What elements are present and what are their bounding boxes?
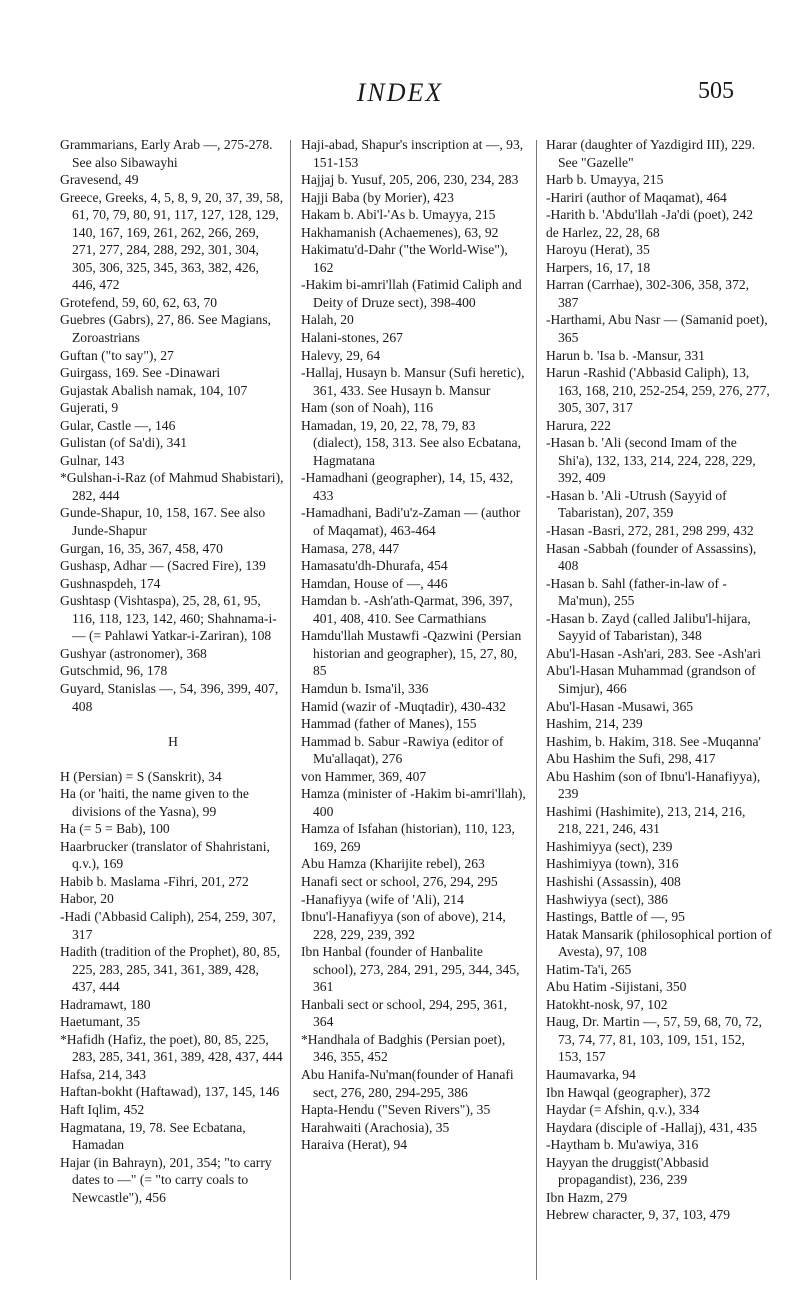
index-entry: Haydara (disciple of -Hallaj), 431, 435 — [546, 1119, 758, 1135]
index-entry: Guirgass, 169. See -Dinawari — [60, 365, 221, 381]
index-entry: Haji-abad, Shapur's inscription at —, 93, 151-153 — [301, 137, 524, 170]
index-entry: -Hadi ('Abbasid Caliph), 254, 259, 307, 317 — [60, 908, 276, 942]
index-entry: Hakimatu'd-Dahr ("the World-Wise"), 162 — [301, 242, 508, 275]
index-entry: Gunde-Shapur, 10, 158, 167. See also Junde-Shapur — [60, 505, 266, 539]
index-entry: Harun b. 'Isa b. -Mansur, 331 — [546, 347, 705, 363]
index-entry: Abu'l-Hasan -Ash'ari, 283. See -Ash'ari — [546, 645, 761, 661]
index-entry: Haft Iqlim, 452 — [60, 1101, 145, 1117]
index-entry: Harahwaiti (Arachosia), 35 — [301, 1119, 450, 1135]
index-entry: Gujastak Abalish namak, 104, 107 — [60, 382, 248, 398]
index-entry: Hamdan, House of —, 446 — [301, 575, 448, 591]
index-entry: Gravesend, 49 — [60, 172, 139, 188]
index-entry: Gushtasp (Vishtaspa), 25, 28, 61, 95, 116, 118, 123, 142, 460; Shahnama-i- — (= Pahlawi Yatkar-i-Zariran), 108 — [60, 593, 277, 644]
index-entry: Hagmatana, 19, 78. See Ecbatana, Hamadan — [60, 1119, 246, 1153]
index-entry: Ham (son of Noah), 116 — [301, 400, 434, 416]
index-entry: Hapta-Hendu ("Seven Rivers"), 35 — [301, 1102, 491, 1118]
index-entry: Ibn Hazm, 279 — [546, 1189, 628, 1205]
index-entry: -Hasan b. 'Ali (second Imam of the Shi'a), 132, 133, 214, 224, 228, 229, 392, 409 — [546, 435, 756, 486]
index-entry: *Handhala of Badghis (Persian poet), 346, 355, 452 — [301, 1031, 506, 1065]
index-entry: Guyard, Stanislas —, 54, 396, 399, 407, 408 — [60, 680, 279, 714]
index-entry: Hasan -Sabbah (founder of Assassins), 408 — [546, 540, 757, 574]
index-entry: Gutschmid, 96, 178 — [60, 663, 168, 679]
section-letter: H — [168, 733, 178, 749]
index-entry: Hashwiyya (sect), 386 — [546, 891, 668, 907]
index-entry: Hajjaj b. Yusuf, 205, 206, 230, 234, 283 — [301, 172, 519, 188]
index-entry: Hamid (wazir of -Muqtadir), 430-432 — [301, 698, 506, 714]
page-title: INDEX — [356, 78, 444, 107]
index-entry: Hajar (in Bahrayn), 201, 354; "to carry dates to —" (= "to carry coals to Newcastle"), 456 — [60, 1154, 272, 1205]
index-column-3 — [546, 136, 772, 1224]
index-entry: Abu Hashim (son of Ibnu'l-Hanafiyya), 239 — [546, 768, 761, 802]
index-entry: Guftan ("to say"), 27 — [60, 347, 174, 363]
index-entry: Greece, Greeks, 4, 5, 8, 9, 20, 37, 39, 58, 61, 70, 79, 80, 91, 117, 127, 128, 129, 140, 167, 169, 261, 262, 266, 269, 271, 277, 284, 288, 292, 301, 304, 305, 306, 325, 345, 363, 382, 426, 446, 472 — [60, 189, 284, 293]
index-entry: -Hasan b. 'Ali -Utrush (Sayyid of Tabaristan), 207, 359 — [546, 487, 727, 521]
index-entry: -Hariri (author of Maqamat), 464 — [546, 189, 727, 205]
index-entry: Harun -Rashid ('Abbasid Caliph), 13, 163, 168, 210, 252-254, 259, 276, 277, 305, 307, 317 — [546, 365, 770, 416]
index-entry: Hashimiyya (town), 316 — [546, 856, 679, 872]
index-entry: Guebres (Gabrs), 27, 86. See Magians, Zoroastrians — [60, 312, 272, 346]
index-entry: Harran (Carrhae), 302-306, 358, 372, 387 — [546, 277, 750, 310]
index-entry: -Hasan b. Sahl (father-in-law of -Ma'mun), 255 — [546, 575, 727, 609]
index-entry: Haydar (= Afshin, q.v.), 334 — [546, 1102, 700, 1118]
index-entry: Hayyan the druggist('Abbasid propagandist), 236, 239 — [546, 1154, 709, 1188]
index-entry: Hamdu'llah Mustawfi -Qazwini (Persian historian and geographer), 15, 27, 80, 85 — [301, 628, 522, 679]
index-entry: Haftan-bokht (Haftawad), 137, 145, 146 — [60, 1084, 280, 1100]
index-entry: Hamza of Isfahan (historian), 110, 123, 169, 269 — [301, 821, 515, 854]
index-entry: Hanbali sect or school, 294, 295, 361, 364 — [301, 996, 508, 1030]
index-entry: *Hafidh (Hafiz, the poet), 80, 85, 225, 283, 285, 341, 361, 389, 428, 437, 444 — [60, 1031, 283, 1065]
index-entry: Gurgan, 16, 35, 367, 458, 470 — [60, 540, 223, 556]
index-entry: Hammad (father of Manes), 155 — [301, 716, 477, 732]
index-entry: Grotefend, 59, 60, 62, 63, 70 — [60, 294, 218, 310]
index-entry: Hajji Baba (by Morier), 423 — [301, 189, 454, 205]
index-entry: Hatim-Ta'i, 265 — [546, 961, 632, 977]
index-column-2 — [301, 136, 527, 1154]
index-entry: -Hamadhani, Badi'u'z-Zaman — (author of Maqamat), 463-464 — [301, 505, 521, 539]
index-entry: Ibnu'l-Hanafiyya (son of above), 214, 228, 229, 239, 392 — [301, 909, 506, 942]
index-entry: Habib b. Maslama -Fihri, 201, 272 — [60, 873, 249, 889]
index-entry: Hastings, Battle of —, 95 — [546, 909, 685, 925]
index-entry: Hadramawt, 180 — [60, 996, 151, 1012]
index-entry: Harura, 222 — [546, 417, 611, 433]
index-entry: Halah, 20 — [301, 312, 354, 328]
index-entry: Grammarians, Early Arab —, 275-278. See also Sibawayhi — [60, 137, 273, 170]
index-entry: Hashimiyya (sect), 239 — [546, 838, 673, 854]
index-entry: Ha (= 5 = Bab), 100 — [60, 821, 170, 837]
index-entry: Haroyu (Herat), 35 — [546, 242, 650, 258]
index-entry: Hashimi (Hashimite), 213, 214, 216, 218, 221, 246, 431 — [546, 803, 746, 837]
index-entry: Gulnar, 143 — [60, 452, 125, 468]
index-entry: Halevy, 29, 64 — [301, 347, 381, 363]
index-entry: Hakhamanish (Achaemenes), 63, 92 — [301, 224, 499, 240]
index-entry: -Harthami, Abu Nasr — (Samanid poet), 365 — [546, 312, 768, 346]
index-entry: -Hallaj, Husayn b. Mansur (Sufi heretic), 361, 433. See Husayn b. Mansur — [301, 365, 525, 398]
index-entry: Haraiva (Herat), 94 — [301, 1137, 408, 1153]
index-entry: Hamza (minister of -Hakim bi-amri'llah), 400 — [301, 786, 526, 819]
index-entry: Haetumant, 35 — [60, 1014, 141, 1030]
index-entry: Hadith (tradition of the Prophet), 80, 85, 225, 283, 285, 341, 361, 389, 428, 437, 444 — [60, 944, 281, 995]
blank-line — [60, 750, 286, 768]
index-entry: Abu'l-Hasan -Musawi, 365 — [546, 698, 694, 714]
index-entry: Ha (or 'haiti, the name given to the divisions of the Yasna), 99 — [60, 786, 249, 819]
index-entry: Abu Hamza (Kharijite rebel), 263 — [301, 856, 485, 872]
index-entry: Hamasatu'dh-Dhurafa, 454 — [301, 558, 448, 574]
index-entry: Hashishi (Assassin), 408 — [546, 873, 681, 889]
index-entry: Harpers, 16, 17, 18 — [546, 259, 651, 275]
column-divider — [290, 140, 291, 1280]
index-entry: Gushnaspdeh, 174 — [60, 575, 161, 591]
index-entry: Habor, 20 — [60, 891, 114, 907]
index-column-1 — [60, 136, 286, 1206]
index-entry: Haarbrucker (translator of Shahristani, q.v.), 169 — [60, 838, 270, 872]
page-header — [0, 0, 800, 120]
index-entry: Hamadan, 19, 20, 22, 78, 79, 83 (dialect), 158, 313. See also Ecbatana, Hagmatana — [301, 417, 521, 468]
index-entry: -Harith b. 'Abdu'llah -Ja'di (poet), 242 — [546, 207, 754, 223]
index-entry: Hashim, b. Hakim, 318. See -Muqanna' — [546, 733, 762, 749]
index-entry: Hafsa, 214, 343 — [60, 1066, 147, 1082]
index-entry: Hebrew character, 9, 37, 103, 479 — [546, 1207, 731, 1223]
index-entry: H (Persian) = S (Sanskrit), 34 — [60, 768, 222, 784]
index-entry: Abu Hashim the Sufi, 298, 417 — [546, 751, 716, 767]
index-entry: Harb b. Umayya, 215 — [546, 172, 664, 188]
index-entry: Hamdan b. -Ash'ath-Qarmat, 396, 397, 401, 408, 410. See Carmathians — [301, 593, 513, 626]
index-entry: Abu Hanifa-Nu'man(founder of Hanafi sect, 276, 280, 294-295, 386 — [301, 1066, 514, 1100]
index-entry: Gular, Castle —, 146 — [60, 417, 176, 433]
index-entry: Harar (daughter of Yazdigird III), 229. See "Gazelle" — [546, 137, 756, 170]
index-entry: Hatokht-nosk, 97, 102 — [546, 996, 668, 1012]
index-entry: von Hammer, 369, 407 — [301, 768, 427, 784]
index-entry: -Haytham b. Mu'awiya, 316 — [546, 1137, 699, 1153]
blank-line — [60, 715, 286, 733]
index-entry: Ibn Hanbal (founder of Hanbalite school), 273, 284, 291, 295, 344, 345, 361 — [301, 944, 520, 995]
index-entry: Hamdun b. Isma'il, 336 — [301, 680, 429, 696]
index-entry: Hanafi sect or school, 276, 294, 295 — [301, 873, 498, 889]
index-entry: Hamasa, 278, 447 — [301, 540, 400, 556]
index-entry: Haug, Dr. Martin —, 57, 59, 68, 70, 72, 73, 74, 77, 81, 103, 109, 151, 152, 153, 157 — [546, 1014, 762, 1065]
index-entry: *Gulshan-i-Raz (of Mahmud Shabistari), 282, 444 — [60, 470, 284, 503]
index-entry: Halani-stones, 267 — [301, 330, 403, 346]
index-entry: Gulistan (of Sa'di), 341 — [60, 435, 188, 451]
index-entry: Hakam b. Abi'l-'As b. Umayya, 215 — [301, 207, 496, 223]
column-divider — [536, 140, 537, 1280]
index-entry: Abu Hatim -Sijistani, 350 — [546, 979, 687, 995]
index-entry: -Hanafiyya (wife of 'Ali), 214 — [301, 891, 464, 907]
index-entry: -Hamadhani (geographer), 14, 15, 432, 433 — [301, 470, 514, 503]
index-entry: Haumavarka, 94 — [546, 1066, 636, 1082]
index-entry: -Hakim bi-amri'llah (Fatimid Caliph and Deity of Druze sect), 398-400 — [301, 277, 522, 310]
index-entry: Gujerati, 9 — [60, 400, 119, 416]
index-entry: -Hasan -Basri, 272, 281, 298 299, 432 — [546, 523, 754, 539]
index-entry: Gushasp, Adhar — (Sacred Fire), 139 — [60, 558, 266, 574]
index-entry: Gushyar (astronomer), 368 — [60, 645, 207, 661]
page-number: 505 — [698, 78, 734, 104]
index-entry: Hatak Mansarik (philosophical portion of Avesta), 97, 108 — [546, 926, 772, 960]
index-entry: Hashim, 214, 239 — [546, 716, 643, 732]
index-entry: -Hasan b. Zayd (called Jalibu'l-hijara, Sayyid of Tabaristan), 348 — [546, 610, 751, 644]
index-entry: de Harlez, 22, 28, 68 — [546, 224, 660, 240]
index-entry: Hammad b. Sabur -Rawiya (editor of Mu'allaqat), 276 — [301, 733, 504, 767]
index-entry: Abu'l-Hasan Muhammad (grandson of Simjur), 466 — [546, 663, 756, 696]
index-entry: Ibn Hawqal (geographer), 372 — [546, 1084, 711, 1100]
